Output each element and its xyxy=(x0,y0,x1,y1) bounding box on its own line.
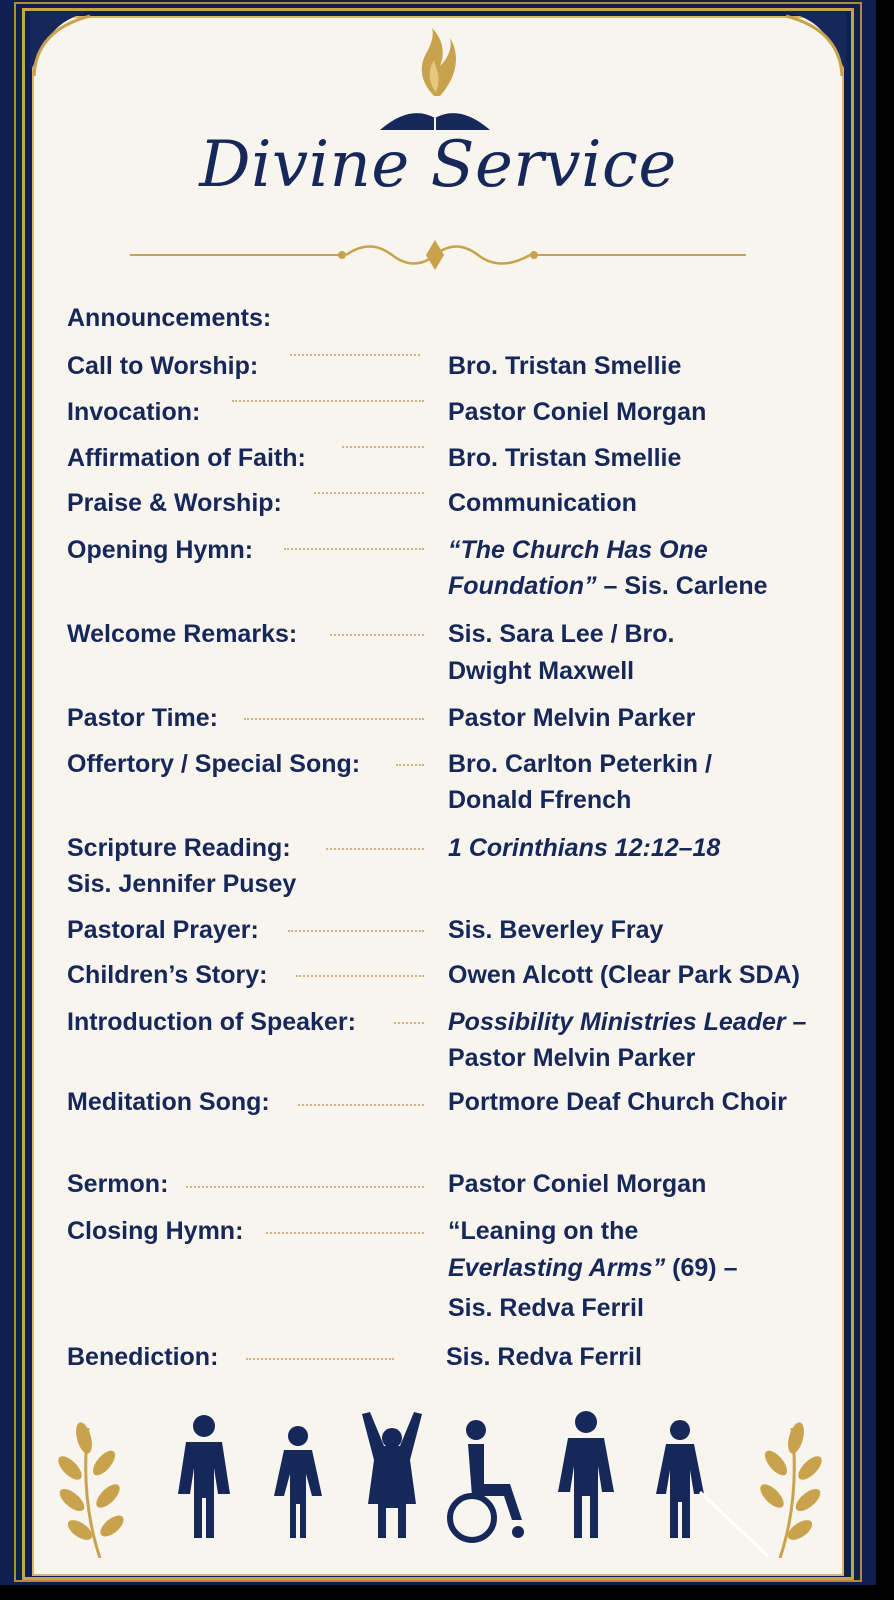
corner-ornament-icon xyxy=(28,10,98,80)
dotted-leader xyxy=(244,718,424,720)
program-value: Donald Ffrench xyxy=(448,786,632,814)
program-label: Opening Hymn: xyxy=(67,536,254,564)
hymn-leader: – Sis. Carlene xyxy=(596,572,768,600)
ornamental-divider-icon xyxy=(130,232,746,278)
dotted-leader xyxy=(298,1104,424,1106)
dotted-leader xyxy=(396,764,424,766)
laurel-branch-icon xyxy=(54,1421,127,1558)
flame-bible-emblem-icon xyxy=(370,26,500,136)
program-label: Children’s Story: xyxy=(67,961,268,989)
hymn-title-italic: Foundation” xyxy=(448,572,597,600)
program-label: Pastoral Prayer: xyxy=(67,916,259,944)
person-with-cane-icon xyxy=(656,1420,768,1556)
program-label: Meditation Song: xyxy=(67,1088,270,1116)
dotted-leader xyxy=(326,848,424,850)
wheelchair-user-icon xyxy=(450,1420,524,1540)
child-icon xyxy=(274,1426,322,1538)
program-label: Closing Hymn: xyxy=(67,1217,244,1245)
dotted-leader xyxy=(342,446,424,448)
program-value: Sis. Beverley Fray xyxy=(448,916,664,944)
dotted-leader xyxy=(246,1358,394,1360)
dotted-leader xyxy=(330,634,424,636)
program-value: Bro. Tristan Smellie xyxy=(448,444,682,472)
program-value: Pastor Coniel Morgan xyxy=(448,1170,707,1198)
program-value: Pastor Melvin Parker xyxy=(448,1044,696,1072)
program-label: Benediction: xyxy=(67,1343,219,1371)
program-value: Sis. Sara Lee / Bro. xyxy=(448,620,675,648)
program-value: Dwight Maxwell xyxy=(448,657,635,685)
program-value: Communication xyxy=(448,489,637,517)
program-label: Scripture Reading: xyxy=(67,834,291,862)
dotted-leader xyxy=(186,1186,424,1188)
program-value: Sis. Redva Ferril xyxy=(446,1343,642,1371)
corner-ornament-icon xyxy=(778,10,848,80)
hymn-title-italic: Everlasting Arms” xyxy=(448,1254,666,1282)
dotted-leader xyxy=(288,930,424,932)
program-label: Praise & Worship: xyxy=(67,489,282,517)
program-value: Sis. Redva Ferril xyxy=(448,1294,644,1322)
program-label: Welcome Remarks: xyxy=(67,620,298,648)
page-title: Divine Service xyxy=(199,128,677,202)
standing-person-icon xyxy=(178,1415,230,1538)
program-label: Introduction of Speaker: xyxy=(67,1008,356,1036)
hymn-number: (69) – xyxy=(665,1254,738,1282)
program-value: Pastor Coniel Morgan xyxy=(448,398,707,426)
cheering-person-icon xyxy=(362,1412,422,1538)
dotted-leader xyxy=(232,400,424,402)
dotted-leader xyxy=(314,492,424,494)
dotted-leader xyxy=(284,548,424,550)
program-label: Invocation: xyxy=(67,398,201,426)
program-label: Offertory / Special Song: xyxy=(67,750,361,778)
dotted-leader xyxy=(394,1022,424,1024)
program-value: 1 Corinthians 12:12–18 xyxy=(448,834,721,862)
people-figures xyxy=(40,1408,840,1558)
program-label: Call to Worship: xyxy=(67,352,259,380)
program-value xyxy=(448,568,818,604)
dotted-leader xyxy=(296,975,424,977)
dotted-leader xyxy=(290,354,420,356)
program-value: Pastor Melvin Parker xyxy=(448,704,696,732)
program-label: Sis. Jennifer Pusey xyxy=(67,870,297,898)
program-value xyxy=(448,1250,818,1286)
program-value: Portmore Deaf Church Choir xyxy=(448,1088,787,1116)
program-value: Owen Alcott (Clear Park SDA) xyxy=(448,961,800,989)
laurel-branch-icon xyxy=(756,1421,825,1558)
program-value: “The Church Has One xyxy=(448,536,708,564)
program-value: Possibility Ministries Leader – xyxy=(448,1008,807,1036)
program-value: “Leaning on the xyxy=(448,1217,639,1245)
standing-person-icon xyxy=(558,1411,614,1538)
program-value: Bro. Tristan Smellie xyxy=(448,352,682,380)
program-label: Pastor Time: xyxy=(67,704,218,732)
program-value: Bro. Carlton Peterkin / xyxy=(448,750,712,778)
program-label: Affirmation of Faith: xyxy=(67,444,306,472)
program-label: Announcements: xyxy=(67,304,272,332)
program-label: Sermon: xyxy=(67,1170,169,1198)
dotted-leader xyxy=(266,1232,424,1234)
